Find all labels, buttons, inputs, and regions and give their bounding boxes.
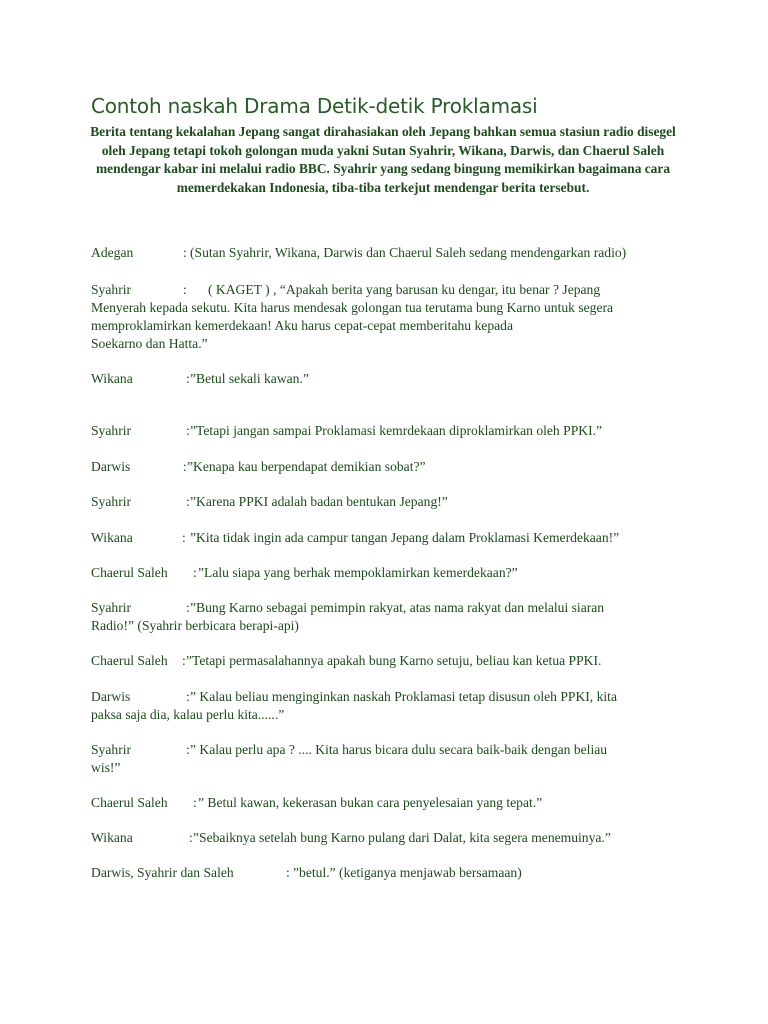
speaker-name: Wikana xyxy=(91,830,133,845)
speaker-name: Chaerul Saleh xyxy=(91,795,168,810)
speaker-name: Syahrir xyxy=(91,600,132,615)
dialogue-continuation: memproklamirkan kemerdekaan! Aku harus cepat-cepat memberitahu kepada xyxy=(91,318,513,333)
colon: : xyxy=(193,795,197,810)
dialogue-continuation: wis!” xyxy=(91,760,121,775)
dialogue-text: ”Tetapi jangan sampai Proklamasi kemrdekaan diproklamirkan oleh PPKI.” xyxy=(190,423,603,438)
colon: : xyxy=(193,565,197,580)
colon: : xyxy=(186,742,190,757)
speaker-name: Darwis xyxy=(91,459,131,474)
speaker-name: Syahrir xyxy=(91,494,132,509)
dialogue-text: ”Tetapi permasalahannya apakah bung Karno setuju, beliau kan ketua PPKI. xyxy=(186,653,602,668)
colon: : xyxy=(182,653,186,668)
dialogue-continuation: paksa saja dia, kalau perlu kita......” xyxy=(91,707,285,722)
dialogue-text: ”Lalu siapa yang berhak mempoklamirkan kemerdekaan?” xyxy=(198,565,518,580)
script-line xyxy=(0,829,768,849)
speaker-name: Syahrir xyxy=(91,423,132,438)
script-line xyxy=(0,794,768,814)
dialogue-text: (Sutan Syahrir, Wikana, Darwis dan Chaerul Saleh sedang mendengarkan radio) xyxy=(190,245,627,260)
speaker-name: Syahrir xyxy=(91,742,132,757)
dialogue-text: ” Betul kawan, kekerasan bukan cara penyelesaian yang tepat.” xyxy=(198,795,543,810)
document-title: Contoh naskah Drama Detik-detik Proklamasi xyxy=(91,94,538,118)
colon: : xyxy=(189,830,193,845)
dialogue-text: ” Kalau beliau menginginkan naskah Proklamasi tetap disusun oleh PPKI, kita xyxy=(190,689,617,704)
script-line xyxy=(0,529,768,549)
script-line xyxy=(0,493,768,513)
script-line xyxy=(0,244,768,264)
speaker-name: Darwis xyxy=(91,689,131,704)
colon: : xyxy=(186,494,190,509)
dialogue-text: ( KAGET ) , “Apakah berita yang barusan ku dengar, itu benar ? Jepang xyxy=(208,282,601,297)
dialogue-text: ”Kita tidak ingin ada campur tangan Jepang dalam Proklamasi Kemerdekaan!” xyxy=(190,530,620,545)
colon: : xyxy=(183,282,187,297)
script-line xyxy=(0,564,768,584)
colon: : xyxy=(286,865,290,880)
speaker-name: Wikana xyxy=(91,530,133,545)
script-line xyxy=(0,688,768,726)
speaker-name: Chaerul Saleh xyxy=(91,653,168,668)
script-line xyxy=(0,864,768,884)
colon: : xyxy=(183,245,187,260)
script-line xyxy=(0,599,768,637)
script-line xyxy=(0,741,768,779)
script-line xyxy=(0,652,768,672)
speaker-name: Chaerul Saleh xyxy=(91,565,168,580)
speaker-name: Wikana xyxy=(91,371,133,386)
colon: : xyxy=(186,689,190,704)
dialogue-text: ”Kenapa kau berpendapat demikian sobat?” xyxy=(187,459,426,474)
dialogue-text: ”betul.” (ketiganya menjawab bersamaan) xyxy=(293,865,522,880)
dialogue-text: ”Betul sekali kawan.” xyxy=(190,371,309,386)
dialogue-text: ”Bung Karno sebagai pemimpin rakyat, atas nama rakyat dan melalui siaran xyxy=(190,600,605,615)
dialogue-text: ”Sebaiknya setelah bung Karno pulang dari Dalat, kita segera menemuinya.” xyxy=(193,830,611,845)
dialogue-text: ” Kalau perlu apa ? .... Kita harus bicara dulu secara baik-baik dengan beliau xyxy=(190,742,608,757)
colon: : xyxy=(186,600,190,615)
colon: : xyxy=(182,530,186,545)
dialogue-continuation: Soekarno dan Hatta.” xyxy=(91,336,208,351)
colon: : xyxy=(186,423,190,438)
dialogue-continuation: Radio!” (Syahrir berbicara berapi-api) xyxy=(91,618,299,633)
script-line xyxy=(0,370,768,390)
script-line xyxy=(0,458,768,478)
speaker-name: Syahrir xyxy=(91,282,132,297)
script-line xyxy=(0,422,768,442)
script-line xyxy=(0,281,768,357)
dialogue-text: ”Karena PPKI adalah badan bentukan Jepang!” xyxy=(190,494,448,509)
speaker-name: Adegan xyxy=(91,245,134,260)
colon: : xyxy=(183,459,187,474)
speaker-name: Darwis, Syahrir dan Saleh xyxy=(91,865,234,880)
colon: : xyxy=(186,371,190,386)
dialogue-continuation: Menyerah kepada sekutu. Kita harus mendesak golongan tua terutama bung Karno untuk segera xyxy=(91,300,614,315)
intro-paragraph: Berita tentang kekalahan Jepang sangat dirahasiakan oleh Jepang bahkan semua stasiun radio disegel oleh Jepang tetapi tokoh golongan muda yakni Sutan Syahrir, Wikana, Darwis, dan Chaerul Saleh mendengar kabar ini melalui radio BBC. Syahrir yang sedang bingung memikirkan bagaimana cara memerdekakan Indonesia, tiba-tiba terkejut mendengar berita tersebut. xyxy=(90,124,676,195)
